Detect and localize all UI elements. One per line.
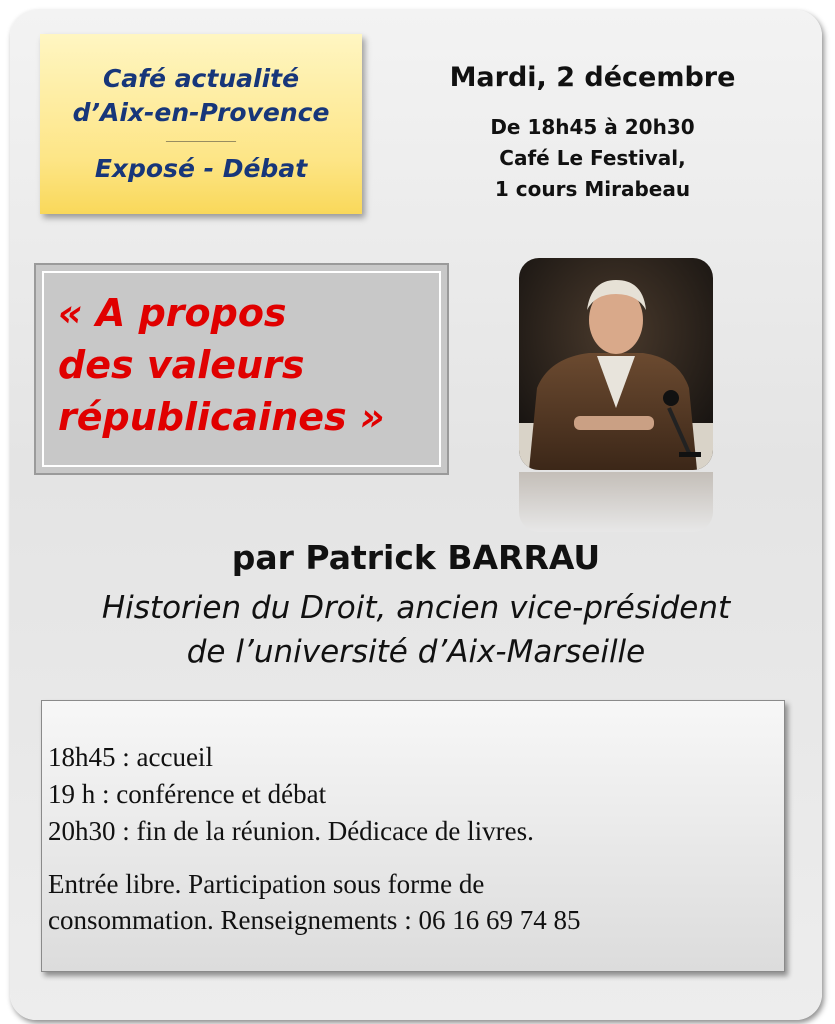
event-date: Mardi, 2 décembre <box>449 62 736 93</box>
reflection-icon <box>519 472 713 532</box>
speaker-portrait-icon <box>519 258 713 470</box>
talk-title <box>58 287 385 443</box>
photo-reflection <box>519 472 713 532</box>
schedule-item: 20h30 : fin de la réunion. Dédicace de livres. <box>48 816 534 846</box>
event-venue: Café Le Festival, <box>499 146 686 170</box>
poster <box>10 10 822 1020</box>
cafe-separator: ____________________ <box>166 134 236 142</box>
schedule-item: 19 h : conférence et débat <box>48 779 327 809</box>
cafe-title: Café actualité <box>102 64 300 93</box>
practical-info <box>48 866 580 938</box>
talk-title-line: républicaines » <box>58 395 385 439</box>
cafe-banner <box>40 34 362 214</box>
schedule-item: 18h45 : accueil <box>48 742 213 772</box>
info-line: consommation. Renseignements : 06 16 69 74 85 <box>48 905 581 935</box>
speaker-photo <box>519 258 713 470</box>
speaker-role-line1: Historien du Droit, ancien vice-président <box>101 590 731 626</box>
event-time: De 18h45 à 20h30 <box>490 115 695 139</box>
event-details <box>420 112 765 205</box>
talk-title-line: « A propos <box>58 291 287 335</box>
talk-title-line: des valeurs <box>58 343 305 387</box>
speaker-name: par Patrick BARRAU <box>231 538 601 577</box>
cafe-city: d’Aix-en-Provence <box>72 98 330 127</box>
schedule-list <box>48 739 534 850</box>
cafe-format: Exposé - Débat <box>94 154 308 183</box>
info-box <box>41 700 785 972</box>
speaker-role-line2: de l’université d’Aix-Marseille <box>186 634 646 670</box>
talk-title-box <box>34 263 449 475</box>
event-address: 1 cours Mirabeau <box>494 177 691 201</box>
info-line: Entrée libre. Participation sous forme de <box>48 869 485 899</box>
